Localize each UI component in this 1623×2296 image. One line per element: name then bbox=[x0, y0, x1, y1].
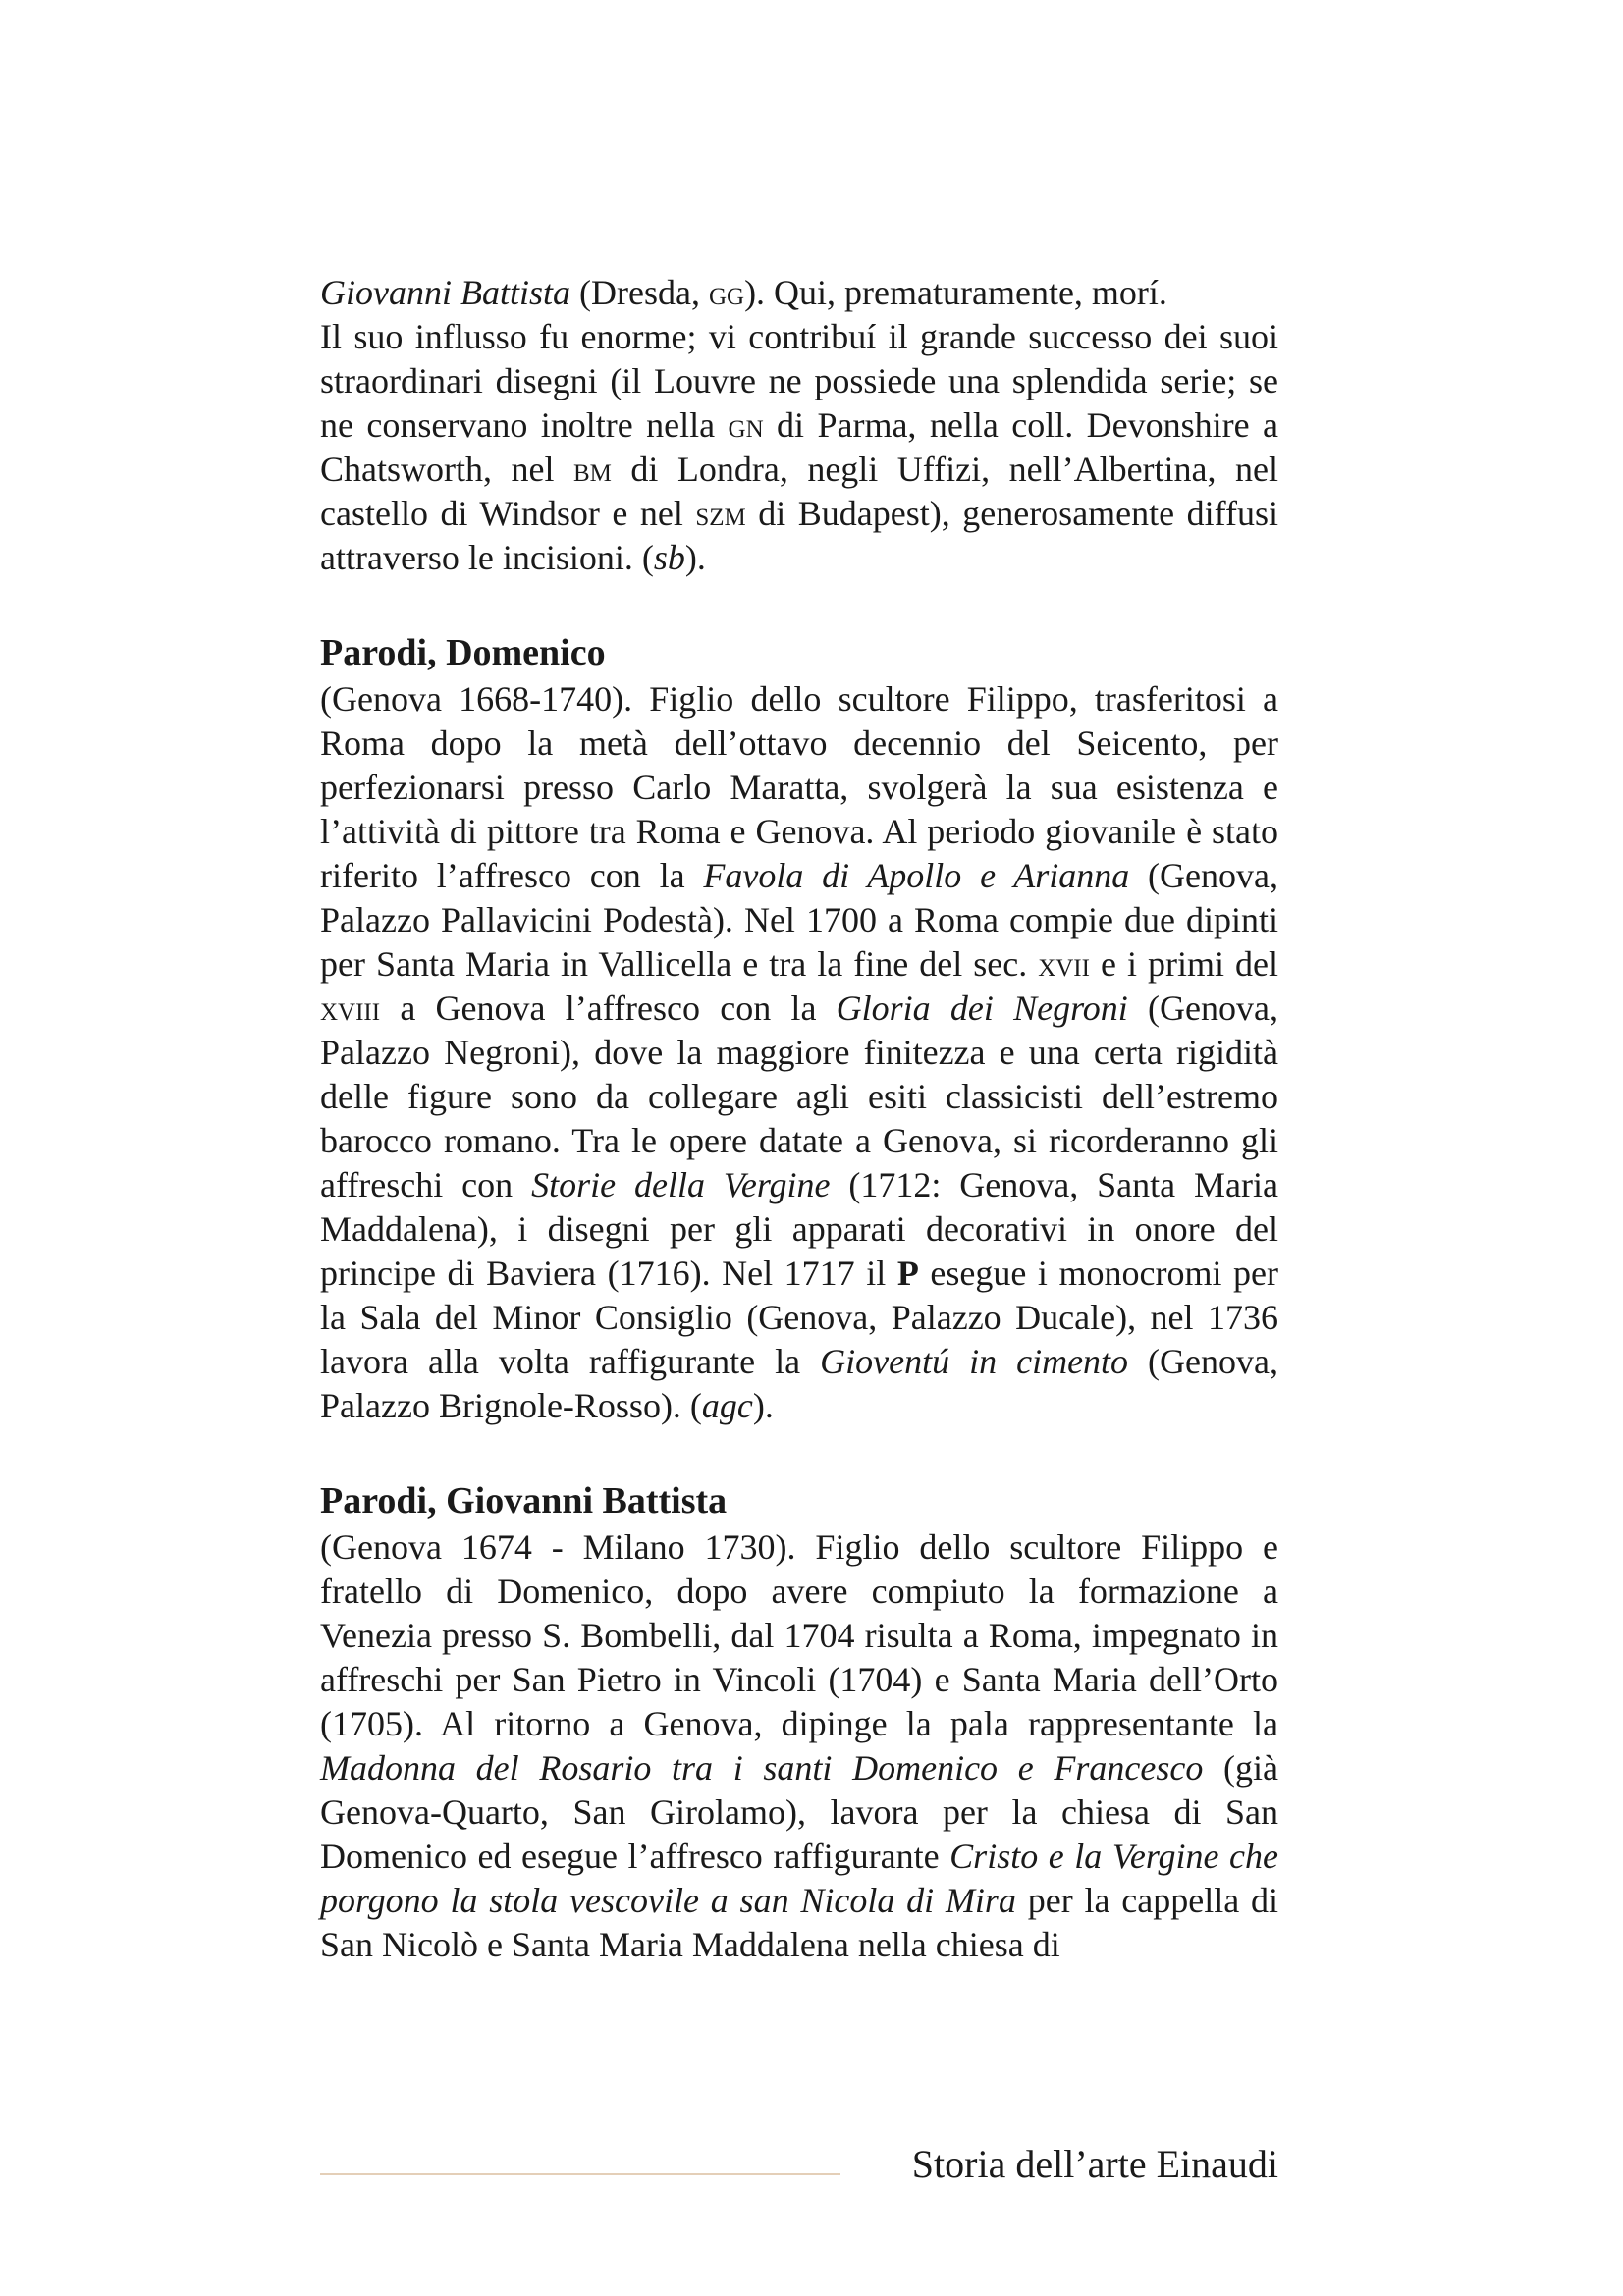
entry-title: Parodi, Domenico bbox=[320, 632, 606, 673]
text-run: agc bbox=[701, 1386, 753, 1425]
text-run: gg bbox=[708, 273, 745, 312]
entry-body bbox=[320, 1525, 1278, 1967]
footer-rule bbox=[320, 2173, 840, 2175]
text-run: Il suo influsso fu enorme; vi contribuí il grande successo dei suoi straordinari disegni (il Louvre ne possiede una splendida serie; se ne conservano inoltre nella bbox=[320, 317, 1278, 445]
text-run: per la cappella di San Nicolò e Santa Maria Maddalena nella chiesa di bbox=[320, 1881, 1278, 1964]
text-run: a Genova l’affresco con la bbox=[380, 988, 837, 1028]
text-run: Gioventú in cimento bbox=[820, 1342, 1129, 1381]
text-run: di Budapest), generosamente diffusi attraverso le incisioni. ( bbox=[320, 494, 1278, 577]
entry-parodi-domenico bbox=[320, 631, 1278, 1428]
text-run: xviii bbox=[320, 988, 381, 1028]
text-run: (1712: Genova, Santa Maria Maddalena), i disegni per gli apparati decorativi in onore del principe di Baviera (1716). Nel 1717 il bbox=[320, 1165, 1278, 1293]
text-run: (Genova 1674 - Milano 1730). Figlio dello scultore Filippo e fratello di Domenico, dopo avere compiuto la formazione a Venezia presso S. Bombelli, dal 1704 risulta a Roma, impegnato in affreschi per San Pietro in Vincoli (1704) e Santa Maria dell’Orto (1705). Al ritorno a Genova, dipinge la pala rappresentante la bbox=[320, 1527, 1278, 1743]
text-run: (già Genova-Quarto, San Girolamo), lavora per la chiesa di San Domenico ed esegue l’affresco raffigurante bbox=[320, 1748, 1279, 1876]
text-run: gn bbox=[728, 405, 764, 445]
entry-body bbox=[320, 677, 1278, 1428]
text-run: (Genova, Palazzo Brignole-Rosso). ( bbox=[320, 1342, 1278, 1425]
text-run: Favola di Apollo e Arianna bbox=[703, 856, 1130, 895]
text-run: (Genova, Palazzo Negroni), dove la maggiore finitezza e una certa rigidità delle figure sono da collegare agli esiti classicisti dell’estremo barocco romano. Tra le opere datate a Genova, si ricorderanno gli affreschi con bbox=[320, 988, 1278, 1204]
intro-paragraph-2 bbox=[320, 315, 1278, 580]
text-run: xvii bbox=[1038, 944, 1090, 984]
text-run: Cristo e la Vergine che porgono la stola vescovile a san Nicola di Mira bbox=[320, 1837, 1279, 1920]
entry-parodi-giovanni-battista bbox=[320, 1479, 1278, 1967]
text-run: (Genova, Palazzo Pallavicini Podestà). Nel 1700 a Roma compie due dipinti per Santa Maria in Vallicella e tra la fine del sec. bbox=[320, 856, 1278, 984]
text-run: ). bbox=[752, 1386, 774, 1425]
text-run: (Dresda, bbox=[570, 273, 709, 312]
text-run: (Genova 1668-1740). Figlio dello scultore Filippo, trasferitosi a Roma dopo la metà dell’ottavo decennio del Seicento, per perfezionarsi presso Carlo Maratta, svolgerà la sua esistenza e l’attività di pittore tra Roma e Genova. Al periodo giovanile è stato riferito l’affresco con la bbox=[320, 679, 1278, 895]
intro-paragraph-1 bbox=[320, 271, 1278, 315]
text-run: e i primi del bbox=[1089, 944, 1278, 984]
footer-title: Storia dell’arte Einaudi bbox=[911, 2142, 1278, 2186]
text-run: ). bbox=[684, 538, 706, 577]
article-column bbox=[320, 271, 1278, 1967]
text-run: bm bbox=[572, 450, 612, 489]
entry-title: Parodi, Giovanni Battista bbox=[320, 1480, 728, 1522]
text-run: P bbox=[896, 1254, 919, 1293]
text-run: di Parma, nella coll. Devonshire a Chatsworth, nel bbox=[320, 405, 1278, 489]
text-run: Madonna del Rosario tra i santi Domenico e Francesco bbox=[320, 1748, 1204, 1788]
text-run: Storie della Vergine bbox=[531, 1165, 831, 1204]
text-run: di Londra, negli Uffizi, nell’Albertina, nel castello di Windsor e nel bbox=[320, 450, 1278, 533]
text-run: szm bbox=[695, 494, 746, 533]
text-run: esegue i monocromi per la Sala del Minor Consiglio (Genova, Palazzo Ducale), nel 1736 lavora alla volta raffigurante la bbox=[320, 1254, 1278, 1381]
text-run: Gloria dei Negroni bbox=[836, 988, 1128, 1028]
text-run: sb bbox=[653, 538, 685, 577]
text-run: ). Qui, prematuramente, morí. bbox=[744, 273, 1167, 312]
page-footer bbox=[320, 2135, 1278, 2194]
text-run: Giovanni Battista bbox=[320, 273, 570, 312]
